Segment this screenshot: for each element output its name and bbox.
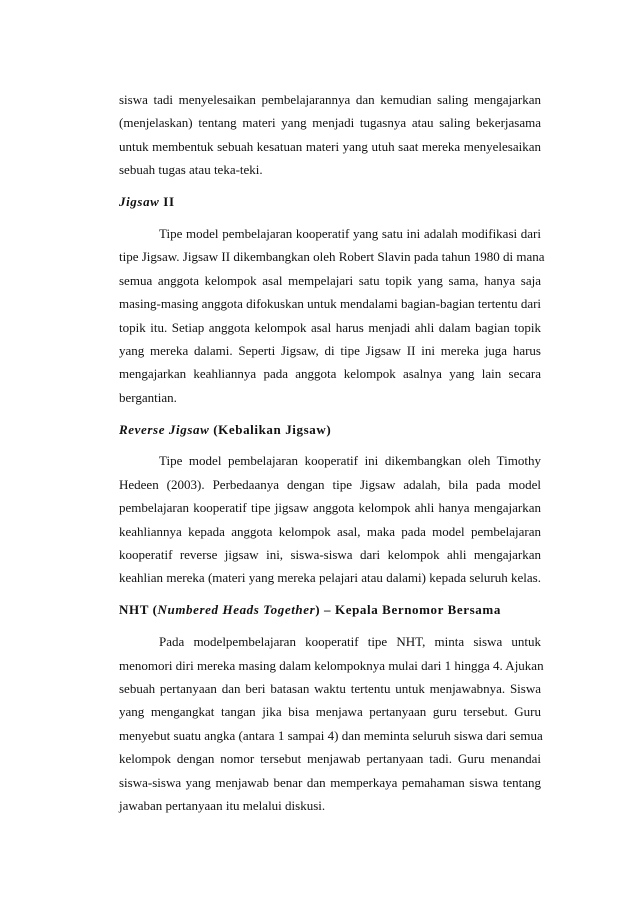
section-heading-nht bbox=[119, 598, 541, 621]
heading-text: II bbox=[159, 194, 175, 210]
text-line: siswa-siswa yang menjawab benar dan memperkaya pemahaman siswa tentang bbox=[119, 774, 541, 790]
text-line: Tipe model pembelajaran kooperatif ini dikembangkan oleh Timothy bbox=[159, 453, 541, 469]
heading-text: ) – Kepala Bernomor Bersama bbox=[315, 602, 501, 618]
text-line: semua anggota kelompok asal mempelajari satu topik yang sama, hanya saja bbox=[119, 272, 541, 288]
text-line: siswa tadi menyelesaikan pembelajarannya dan kemudian saling mengajarkan bbox=[119, 92, 541, 107]
section-heading-reverse-jigsaw bbox=[119, 418, 541, 441]
text-line: tipe Jigsaw. Jigsaw II dikembangkan oleh Robert Slavin pada tahun 1980 di mana bbox=[119, 249, 545, 265]
text-line: pembelajaran kooperatif tipe jigsaw anggota kelompok ahli hanya mengajarkan bbox=[119, 500, 541, 516]
text-line: menyebut suatu angka (antara 1 sampai 4) dan meminta seluruh siswa dari semua bbox=[119, 727, 543, 743]
nht-paragraph bbox=[119, 630, 544, 817]
intro-paragraph bbox=[119, 88, 541, 182]
text-line: mengajarkan keahliannya pada anggota kelompok asalnya yang lain secara bbox=[119, 366, 541, 382]
text-line: yang mereka dalami. Seperti Jigsaw, di tipe Jigsaw II ini mereka juga harus bbox=[119, 342, 541, 358]
heading-italic: Numbered Heads Together bbox=[157, 602, 316, 618]
text-line: jawaban pertanyaan itu melalui diskusi. bbox=[119, 797, 326, 813]
text-line: bergantian. bbox=[119, 389, 177, 405]
jigsaw-ii-paragraph bbox=[119, 222, 545, 409]
section-heading-jigsaw-ii bbox=[119, 190, 541, 213]
text-line: masing-masing anggota difokuskan untuk mendalami bagian-bagian tertentu dari bbox=[119, 296, 542, 312]
text-line: keahlian mereka (materi yang mereka pelajari atau dalami) kepada seluruh kelas. bbox=[119, 570, 541, 586]
text-line: kooperatif reverse jigsaw ini, siswa-siswa dari kelompok ahli mengajarkan bbox=[119, 547, 541, 563]
text-line: menomori diri mereka masing dalam kelompoknya mulai dari 1 hingga 4. Ajukan bbox=[119, 657, 544, 673]
heading-text: (Kebalikan Jigsaw) bbox=[209, 421, 332, 437]
text-line: kelompok dengan nomor tersebut menjawab pertanyaan tadi. Guru menandai bbox=[119, 751, 541, 767]
text-line: (menjelaskan) tentang materi yang menjadi tugasnya atau saling bekerjasama bbox=[119, 115, 541, 131]
text-line: Pada modelpembelajaran kooperatif tipe NHT, minta siswa untuk bbox=[159, 634, 541, 650]
text-line: sebuah tugas atau teka-teki. bbox=[119, 162, 263, 178]
text-line: Hedeen (2003). Perbedaanya dengan tipe Jigsaw adalah, bila pada model bbox=[119, 476, 541, 492]
document-page bbox=[119, 88, 545, 817]
text-line: topik itu. Setiap anggota kelompok asal harus menjadi ahli dalam bagian topik bbox=[119, 319, 541, 335]
text-line: Tipe model pembelajaran kooperatif yang satu ini adalah modifikasi dari bbox=[159, 225, 541, 241]
text-line: keahliannya kepada anggota kelompok asal, maka pada model pembelajaran bbox=[119, 523, 541, 539]
reverse-jigsaw-paragraph bbox=[119, 449, 541, 589]
text-line: sebuah pertanyaan dan beri batasan waktu tertentu untuk menjawabnya. Siswa bbox=[119, 680, 541, 696]
text-line: untuk membentuk sebuah kesatuan materi yang utuh saat mereka menyelesaikan bbox=[119, 138, 541, 154]
heading-italic: Reverse Jigsaw bbox=[119, 421, 210, 437]
text-line: yang mengangkat tangan jika bisa menjawa pertanyaan guru tersebut. Guru bbox=[119, 704, 541, 720]
heading-text: NHT ( bbox=[119, 602, 158, 618]
heading-italic: Jigsaw bbox=[119, 194, 160, 210]
